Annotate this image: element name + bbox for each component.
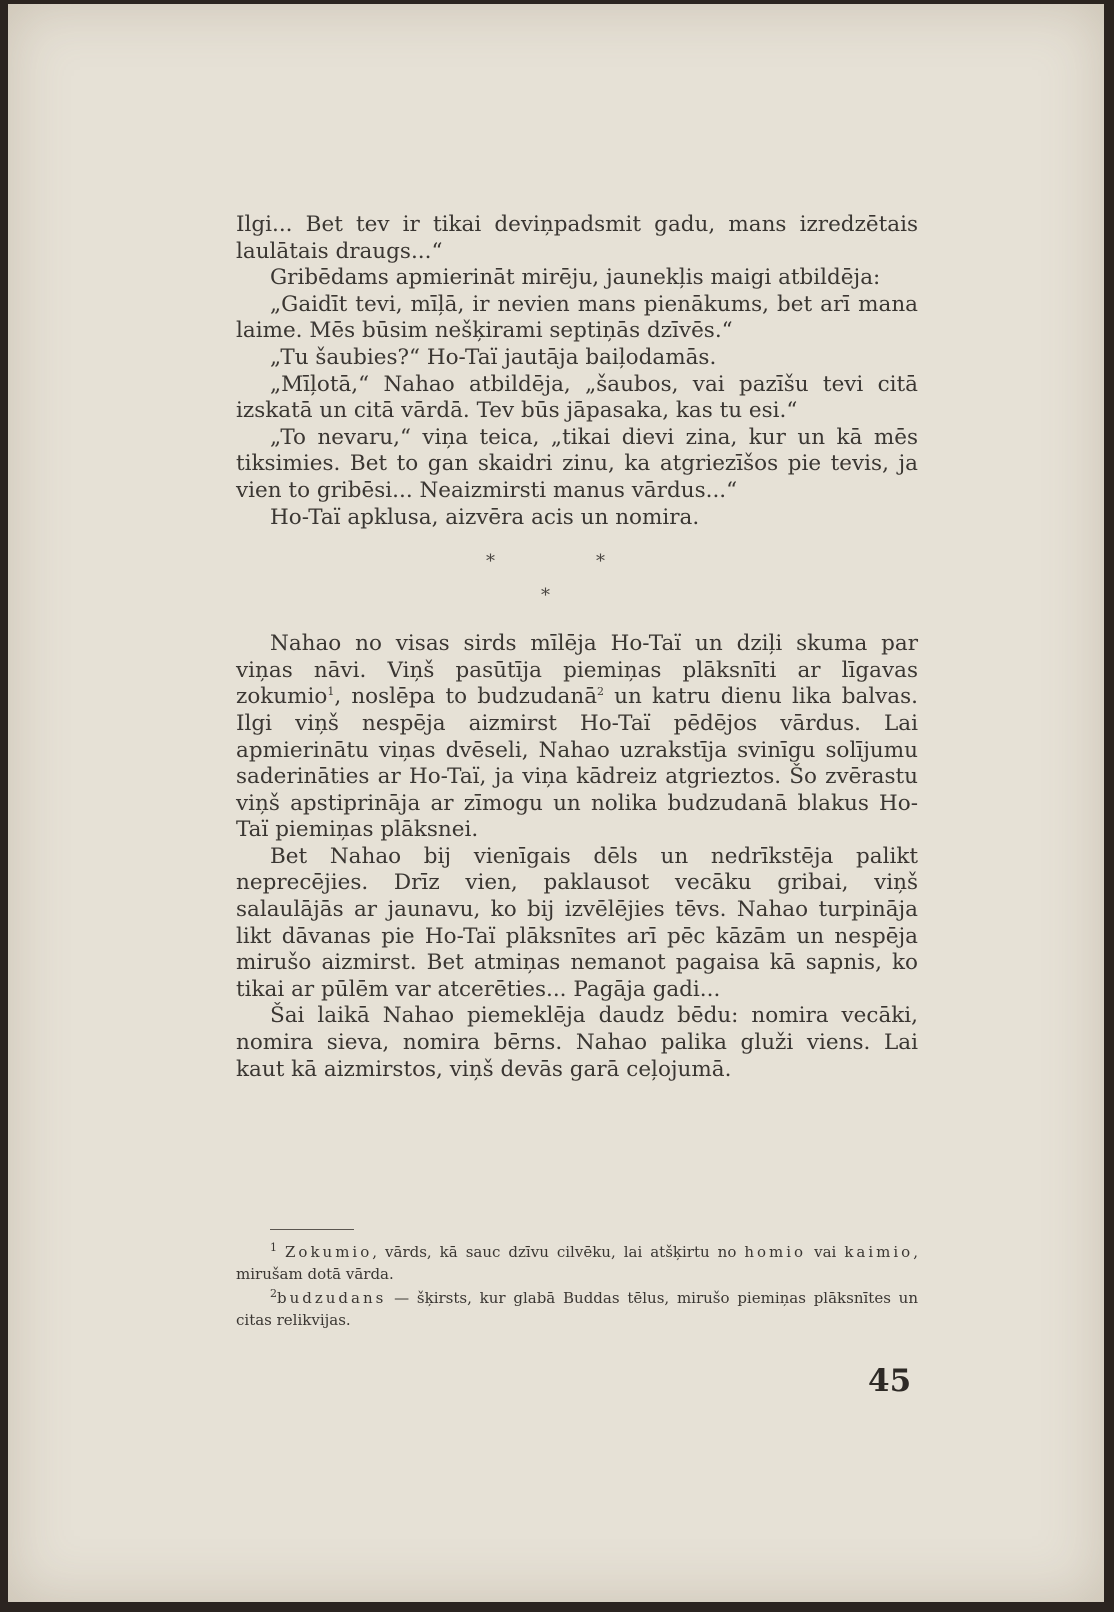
footnote-term: budzudans (277, 1289, 387, 1307)
text-run: Nahao no visas sirds mīlēja Ho-Taï un dziļi skuma par viņas nāvi. Viņš pasūtīja piemiņas plāksnīti ar līgavas zokumio (236, 631, 918, 710)
footnote-text: , mirušam dotā vārda. (236, 1243, 918, 1283)
paragraph: Ilgi... Bet tev ir tikai deviņpadsmit gadu, mans izredzētais laulātais draugs...“ (236, 212, 918, 264)
asterisk: * (486, 551, 495, 573)
paragraph: „To nevaru,“ viņa teica, „tikai dievi zina, kur un kā mēs tiksimies. Bet to gan skaidri zinu, ka atgriezīšos pie tevis, ja vien to gribēsi... Neaizmirsti manus vārdus...“ (236, 424, 918, 503)
asterisk: * (541, 585, 550, 607)
paragraph: „Gaidīt tevi, mīļā, ir nevien mans pienākums, bet arī mana laime. Mēs būsim nešķirami septiņās dzīvēs.“ (236, 291, 918, 344)
footnote-divider (270, 1229, 354, 1230)
footnote-number: 2 (270, 1287, 277, 1300)
footnotes (236, 1241, 918, 1333)
paragraph: „Tu šaubies?“ Ho-Taï jautāja baiļodamās. (270, 344, 717, 370)
book-page (8, 4, 1104, 1602)
footnote (236, 1241, 918, 1285)
text-run: , noslēpa to budzudanā (334, 684, 598, 710)
footnote-term: homio (744, 1243, 807, 1261)
text-run: un katru dienu lika balvas. Ilgi viņš nespēja aizmirst Ho-Taï pēdējos vārdus. Lai apmierinātu viņas dvēseli, Nahao uzrakstīja svinīgu solījumu saderināties ar Ho-Taï, ja viņa kādreiz atgrieztos. Šo zvērastu viņš apstiprināja ar zīmogu un nolika budzudanā blakus Ho-Taï piemiņas plāksnei. (236, 684, 918, 843)
footnote-text: vai (806, 1243, 845, 1261)
footnote-term: Zokumio (285, 1243, 373, 1261)
main-text (236, 212, 918, 1083)
footnote-ref: 1 (327, 685, 335, 699)
footnote-term: kaimio (844, 1243, 914, 1261)
page-number: 45 (868, 1363, 912, 1399)
footnote-number: 1 (270, 1241, 277, 1254)
paragraph: Šai laikā Nahao piemeklēja daudz bēdu: nomira vecāki, nomira sieva, nomira bērns. Nahao palika gluži viens. Lai kaut kā aizmirstos, viņš devās garā ceļojumā. (236, 1003, 918, 1082)
paragraph: Gribēdams apmierināt mirēju, jaunekļis maigi atbildēja: (270, 265, 881, 291)
footnote-text: , vārds, kā sauc dzīvu cilvēku, lai atšķirtu no (372, 1243, 745, 1261)
footnote-ref: 2 (597, 685, 605, 699)
footnote-text: — šķirsts, kur glabā Buddas tēlus, mirušo piemiņas plāksnītes un citas relikvijas. (236, 1289, 918, 1329)
paragraph: Bet Nahao bij vienīgais dēls un nedrīkstēja palikt neprecējies. Drīz vien, paklausot vecāku gribai, viņš salaulājās ar jaunavu, ko bij izvēlējies tēvs. Nahao turpināja likt dāvanas pie Ho-Taï plāksnītes arī pēc kāzām un nespēja mirušo aizmirst. Bet atmiņas nemanot pagaisa kā sapnis, ko tikai ar pūlēm var atcerēties... Pagāja gadi... (236, 843, 918, 1002)
asterisk: * (596, 551, 605, 573)
paragraph (236, 631, 918, 844)
section-break-asterism (236, 531, 918, 631)
footnote (236, 1287, 918, 1331)
paragraph: „Mīļotā,“ Nahao atbildēja, „šaubos, vai pazīšu tevi citā izskatā un citā vārdā. Tev būs jāpasaka, kas tu esi.“ (236, 371, 918, 424)
paragraph: Ho-Taï apklusa, aizvēra acis un nomira. (270, 504, 700, 530)
